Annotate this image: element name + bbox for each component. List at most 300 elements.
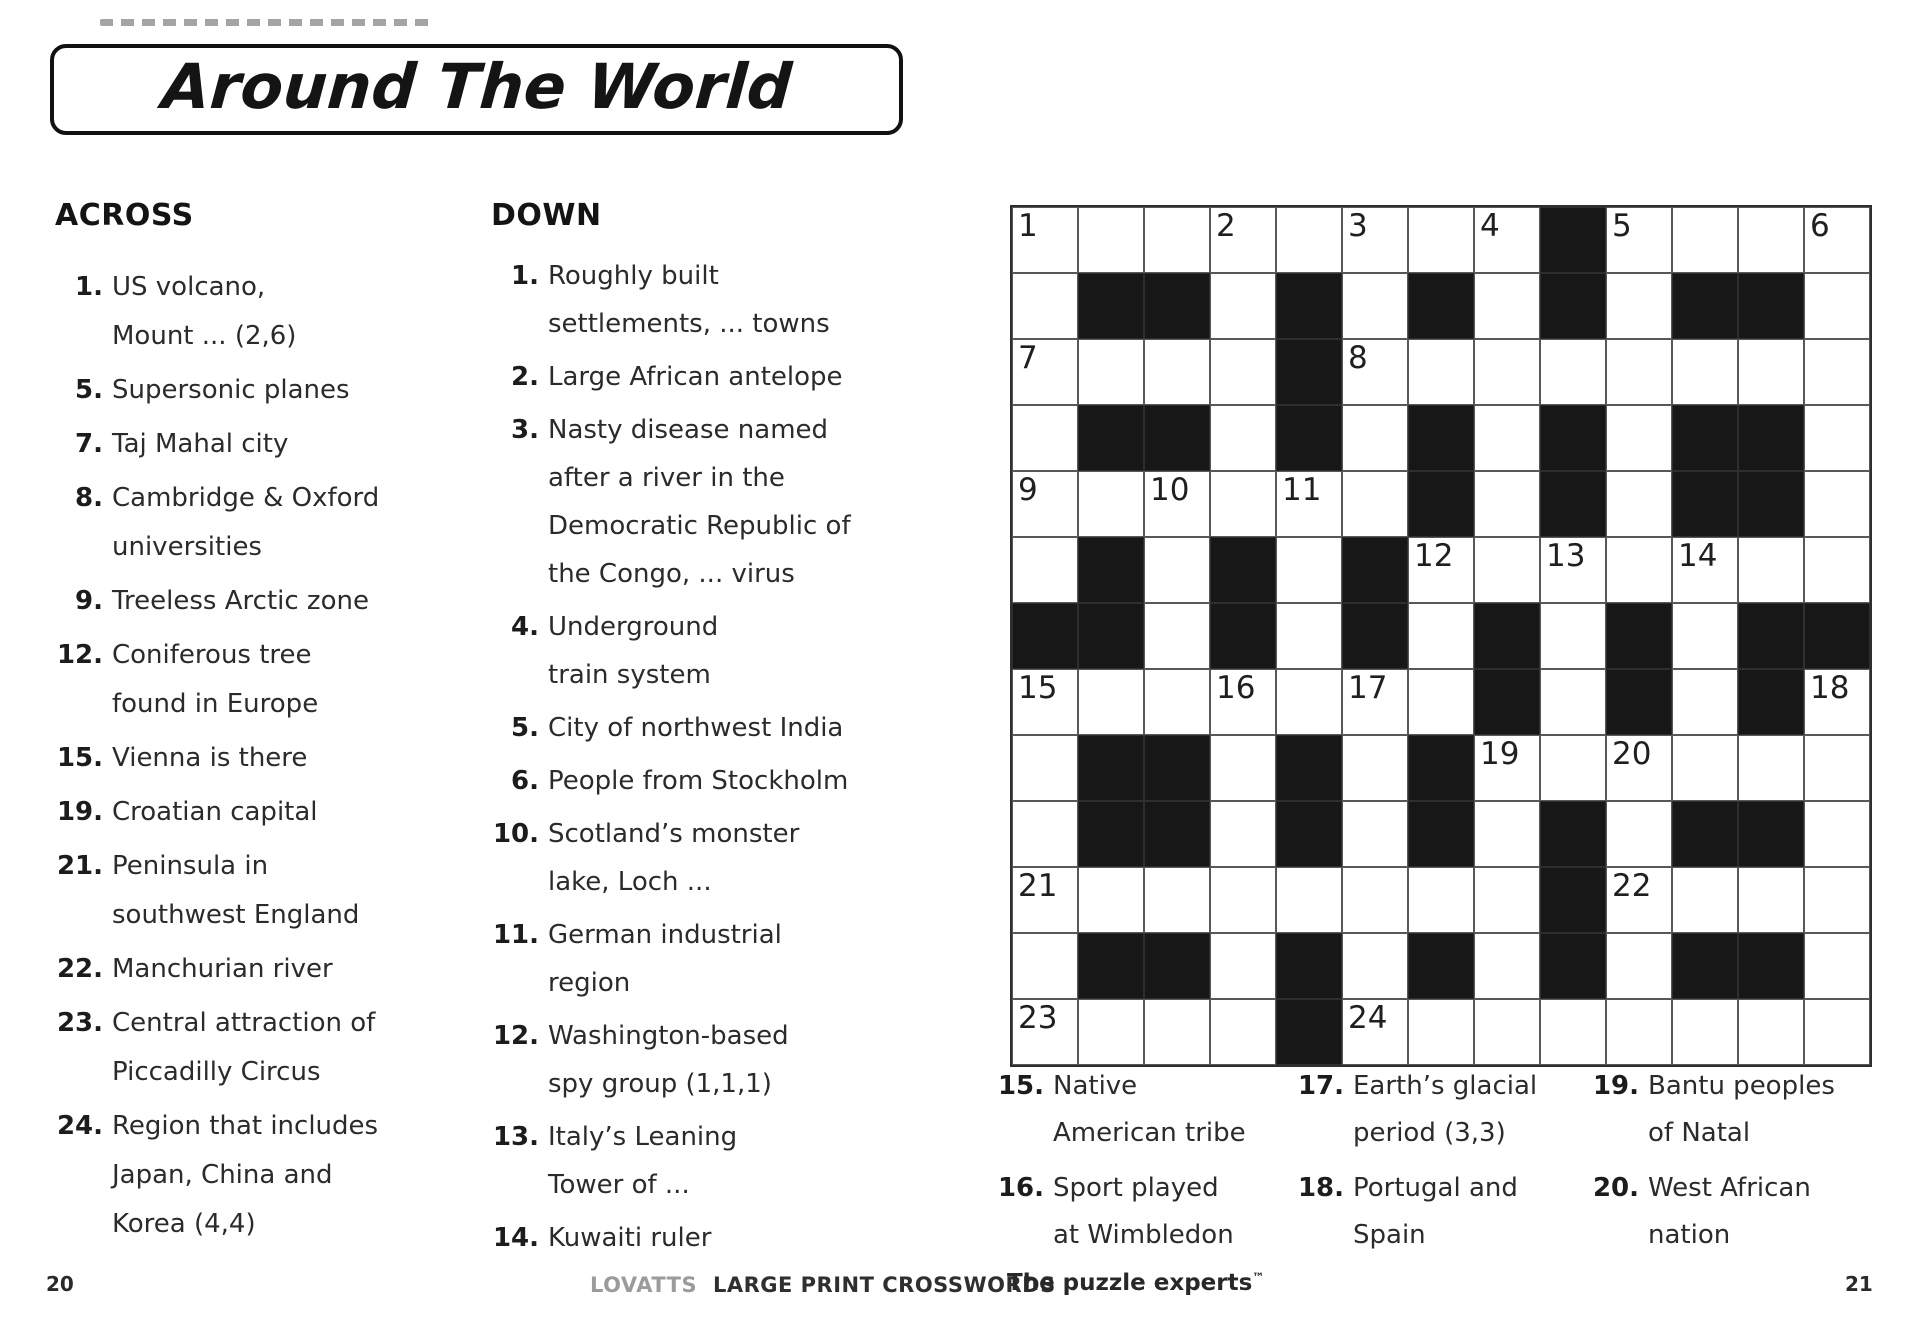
cell-number: 18 — [1810, 670, 1850, 706]
white-cell[interactable] — [1012, 867, 1078, 933]
down-clue-3 — [476, 406, 926, 598]
white-cell[interactable] — [1078, 339, 1144, 405]
cell-number: 14 — [1678, 538, 1718, 574]
clue-number: 15. — [997, 1071, 1044, 1101]
across-header: ACROSS — [55, 198, 194, 233]
clue-number: 10. — [492, 819, 539, 849]
across-clue-1 — [40, 263, 480, 361]
clue-text: West African nation — [1648, 1173, 1811, 1250]
clue-text: Central attraction of Piccadilly Circus — [112, 1008, 376, 1087]
white-cell[interactable] — [1144, 603, 1210, 669]
black-cell — [1738, 669, 1804, 735]
across-clue-12 — [40, 631, 480, 729]
black-cell — [1144, 405, 1210, 471]
white-cell[interactable] — [1672, 735, 1738, 801]
clue-text: Earth’s glacial period (3,3) — [1353, 1071, 1538, 1148]
white-cell[interactable] — [1672, 999, 1738, 1065]
white-cell[interactable] — [1276, 867, 1342, 933]
clue-text: Peninsula in southwest England — [112, 851, 360, 930]
white-cell[interactable] — [1012, 735, 1078, 801]
white-cell[interactable] — [1078, 669, 1144, 735]
white-cell[interactable] — [1012, 339, 1078, 405]
black-cell — [1672, 405, 1738, 471]
white-cell[interactable] — [1210, 801, 1276, 867]
bottom-clue-column-3 — [1580, 1063, 1920, 1267]
white-cell[interactable] — [1144, 471, 1210, 537]
crossword-grid — [1010, 205, 1872, 1067]
black-cell — [1540, 867, 1606, 933]
white-cell[interactable] — [1606, 867, 1672, 933]
clue-number: 19. — [56, 797, 103, 827]
white-cell[interactable] — [1804, 867, 1870, 933]
black-cell — [1276, 933, 1342, 999]
clue-number: 23. — [56, 1008, 103, 1038]
white-cell[interactable] — [1804, 999, 1870, 1065]
black-cell — [1804, 603, 1870, 669]
cell-number: 9 — [1018, 472, 1038, 508]
clue-text: Region that includes Japan, China and Korea (4,4) — [112, 1111, 379, 1239]
cell-number: 20 — [1612, 736, 1652, 772]
white-cell[interactable] — [1144, 339, 1210, 405]
clue-number: 4. — [511, 612, 539, 642]
bottom-clue-column-2 — [1285, 1063, 1580, 1267]
down-clue-2 — [476, 353, 926, 401]
cell-number: 3 — [1348, 208, 1368, 244]
black-cell — [1474, 603, 1540, 669]
cell-number: 21 — [1018, 868, 1058, 904]
clue-text: Native American tribe — [1053, 1071, 1246, 1148]
white-cell[interactable] — [1474, 867, 1540, 933]
white-cell[interactable] — [1672, 339, 1738, 405]
black-cell — [1078, 273, 1144, 339]
clue-text: Italy’s Leaning Tower of ... — [548, 1122, 738, 1200]
clue-text: Portugal and Spain — [1353, 1173, 1518, 1250]
clue-number: 1. — [511, 261, 539, 291]
clue-number: 6. — [511, 766, 539, 796]
white-cell[interactable] — [1540, 537, 1606, 603]
cell-number: 4 — [1480, 208, 1500, 244]
bottom-clue-20 — [1580, 1165, 1920, 1259]
clue-text: Vienna is there — [112, 743, 308, 773]
white-cell[interactable] — [1540, 603, 1606, 669]
black-cell — [1408, 471, 1474, 537]
black-cell — [1408, 273, 1474, 339]
white-cell[interactable] — [1474, 933, 1540, 999]
white-cell[interactable] — [1276, 537, 1342, 603]
white-cell[interactable] — [1738, 867, 1804, 933]
black-cell — [1276, 801, 1342, 867]
black-cell — [1144, 801, 1210, 867]
white-cell[interactable] — [1738, 207, 1804, 273]
clue-text: Underground train system — [548, 612, 719, 690]
white-cell[interactable] — [1474, 273, 1540, 339]
white-cell[interactable] — [1276, 207, 1342, 273]
white-cell[interactable] — [1276, 603, 1342, 669]
white-cell[interactable] — [1210, 339, 1276, 405]
white-cell[interactable] — [1672, 669, 1738, 735]
black-cell — [1408, 405, 1474, 471]
black-cell — [1144, 933, 1210, 999]
black-cell — [1738, 603, 1804, 669]
cell-number: 6 — [1810, 208, 1830, 244]
white-cell[interactable] — [1738, 999, 1804, 1065]
black-cell — [1408, 801, 1474, 867]
cell-number: 23 — [1018, 1000, 1058, 1036]
clue-number: 5. — [75, 375, 103, 405]
clue-number: 8. — [75, 483, 103, 513]
white-cell[interactable] — [1144, 867, 1210, 933]
cell-number: 2 — [1216, 208, 1236, 244]
white-cell[interactable] — [1078, 867, 1144, 933]
white-cell[interactable] — [1804, 273, 1870, 339]
clue-number: 12. — [492, 1021, 539, 1051]
clue-number: 9. — [75, 586, 103, 616]
cell-number: 13 — [1546, 538, 1586, 574]
across-clue-19 — [40, 788, 480, 837]
black-cell — [1540, 801, 1606, 867]
cell-number: 7 — [1018, 340, 1038, 376]
across-clue-21 — [40, 842, 480, 940]
clue-text: Bantu peoples of Natal — [1648, 1071, 1835, 1148]
clue-text: Kuwaiti ruler — [548, 1223, 712, 1253]
puzzle-title: Around The World — [159, 50, 794, 123]
clue-text: Roughly built settlements, ... towns — [548, 261, 830, 339]
cell-number: 16 — [1216, 670, 1256, 706]
clue-number: 2. — [511, 362, 539, 392]
white-cell[interactable] — [1804, 207, 1870, 273]
cell-number: 15 — [1018, 670, 1058, 706]
clue-number: 13. — [492, 1122, 539, 1152]
cell-number: 5 — [1612, 208, 1632, 244]
tagline-text: The puzzle experts — [1007, 1270, 1253, 1296]
white-cell[interactable] — [1342, 339, 1408, 405]
cell-number: 8 — [1348, 340, 1368, 376]
white-cell[interactable] — [1804, 471, 1870, 537]
bottom-clue-15 — [985, 1063, 1285, 1157]
white-cell[interactable] — [1540, 999, 1606, 1065]
clue-number: 12. — [56, 640, 103, 670]
across-clue-5 — [40, 366, 480, 415]
white-cell[interactable] — [1672, 603, 1738, 669]
white-cell[interactable] — [1738, 735, 1804, 801]
black-cell — [1738, 405, 1804, 471]
black-cell — [1408, 735, 1474, 801]
clue-number: 7. — [75, 429, 103, 459]
black-cell — [1408, 933, 1474, 999]
white-cell[interactable] — [1606, 801, 1672, 867]
white-cell[interactable] — [1276, 471, 1342, 537]
black-cell — [1672, 933, 1738, 999]
white-cell[interactable] — [1144, 207, 1210, 273]
clue-text: Scotland’s monster lake, Loch ... — [548, 819, 800, 897]
white-cell[interactable] — [1672, 867, 1738, 933]
cell-number: 17 — [1348, 670, 1388, 706]
black-cell — [1540, 933, 1606, 999]
white-cell[interactable] — [1474, 735, 1540, 801]
cell-number: 19 — [1480, 736, 1520, 772]
white-cell[interactable] — [1474, 207, 1540, 273]
white-cell[interactable] — [1342, 801, 1408, 867]
white-cell[interactable] — [1342, 471, 1408, 537]
black-cell — [1144, 735, 1210, 801]
black-cell — [1210, 603, 1276, 669]
down-clue-13 — [476, 1113, 926, 1209]
white-cell[interactable] — [1078, 471, 1144, 537]
brand-name: LOVATTS — [590, 1273, 698, 1297]
white-cell[interactable] — [1342, 735, 1408, 801]
cell-number: 12 — [1414, 538, 1454, 574]
white-cell[interactable] — [1408, 867, 1474, 933]
black-cell — [1474, 669, 1540, 735]
white-cell[interactable] — [1012, 537, 1078, 603]
clue-text: Treeless Arctic zone — [112, 586, 369, 616]
white-cell[interactable] — [1210, 207, 1276, 273]
bottom-clue-16 — [985, 1165, 1285, 1259]
clue-number: 16. — [997, 1173, 1044, 1203]
white-cell[interactable] — [1342, 405, 1408, 471]
black-cell — [1738, 471, 1804, 537]
trademark-symbol: ™ — [1252, 1270, 1265, 1285]
clue-text: German industrial region — [548, 920, 782, 998]
clue-number: 19. — [1592, 1071, 1639, 1101]
black-cell — [1078, 603, 1144, 669]
white-cell[interactable] — [1606, 735, 1672, 801]
white-cell[interactable] — [1408, 999, 1474, 1065]
white-cell[interactable] — [1606, 933, 1672, 999]
white-cell[interactable] — [1606, 537, 1672, 603]
white-cell[interactable] — [1012, 801, 1078, 867]
clue-text: City of northwest India — [548, 713, 844, 743]
white-cell[interactable] — [1606, 339, 1672, 405]
white-cell[interactable] — [1474, 537, 1540, 603]
clue-text: Nasty disease named after a river in the Democratic Republic of the Congo, ... virus — [548, 415, 851, 589]
down-clue-5 — [476, 704, 926, 752]
white-cell[interactable] — [1078, 207, 1144, 273]
clue-text: Croatian capital — [112, 797, 318, 827]
white-cell[interactable] — [1342, 669, 1408, 735]
black-cell — [1276, 339, 1342, 405]
black-cell — [1738, 801, 1804, 867]
black-cell — [1078, 801, 1144, 867]
white-cell[interactable] — [1210, 471, 1276, 537]
page-number-left: 20 — [46, 1272, 74, 1296]
white-cell[interactable] — [1144, 999, 1210, 1065]
white-cell[interactable] — [1738, 537, 1804, 603]
bottom-clue-section — [985, 1063, 1920, 1267]
white-cell[interactable] — [1342, 207, 1408, 273]
down-clue-1 — [476, 252, 926, 348]
down-clues-column — [476, 198, 926, 1267]
white-cell[interactable] — [1606, 273, 1672, 339]
black-cell — [1540, 207, 1606, 273]
white-cell[interactable] — [1342, 867, 1408, 933]
clue-number: 24. — [56, 1111, 103, 1141]
white-cell[interactable] — [1606, 405, 1672, 471]
white-cell[interactable] — [1804, 669, 1870, 735]
clue-number: 11. — [492, 920, 539, 950]
down-clue-11 — [476, 911, 926, 1007]
cell-number: 10 — [1150, 472, 1190, 508]
white-cell[interactable] — [1342, 933, 1408, 999]
clue-text: Coniferous tree found in Europe — [112, 640, 319, 719]
down-clue-12 — [476, 1012, 926, 1108]
white-cell[interactable] — [1210, 405, 1276, 471]
down-clue-list — [476, 252, 926, 1262]
clue-text: US volcano, Mount ... (2,6) — [112, 272, 297, 351]
white-cell[interactable] — [1342, 273, 1408, 339]
black-cell — [1210, 537, 1276, 603]
black-cell — [1078, 933, 1144, 999]
white-cell[interactable] — [1804, 735, 1870, 801]
clue-text: Cambridge & Oxford universities — [112, 483, 380, 562]
black-cell — [1276, 405, 1342, 471]
black-cell — [1606, 669, 1672, 735]
bottom-clue-column-1 — [985, 1063, 1285, 1267]
black-cell — [1276, 273, 1342, 339]
brand-series: LARGE PRINT CROSSWORDS — [712, 1273, 1056, 1297]
white-cell[interactable] — [1408, 207, 1474, 273]
white-cell[interactable] — [1540, 339, 1606, 405]
clue-text: Manchurian river — [112, 954, 333, 984]
white-cell[interactable] — [1540, 735, 1606, 801]
footer-tagline — [1007, 1270, 1264, 1296]
white-cell[interactable] — [1012, 405, 1078, 471]
white-cell[interactable] — [1804, 933, 1870, 999]
black-cell — [1738, 933, 1804, 999]
black-cell — [1012, 603, 1078, 669]
white-cell[interactable] — [1474, 471, 1540, 537]
white-cell[interactable] — [1210, 933, 1276, 999]
clue-text: Washington-based spy group (1,1,1) — [548, 1021, 789, 1099]
clue-number: 18. — [1297, 1173, 1344, 1203]
across-clue-9 — [40, 577, 480, 626]
black-cell — [1144, 273, 1210, 339]
clue-text: Supersonic planes — [112, 375, 350, 405]
cell-number: 22 — [1612, 868, 1652, 904]
white-cell[interactable] — [1012, 933, 1078, 999]
white-cell[interactable] — [1408, 339, 1474, 405]
white-cell[interactable] — [1606, 471, 1672, 537]
white-cell[interactable] — [1012, 669, 1078, 735]
white-cell[interactable] — [1540, 669, 1606, 735]
white-cell[interactable] — [1342, 999, 1408, 1065]
white-cell[interactable] — [1276, 669, 1342, 735]
across-clue-8 — [40, 474, 480, 572]
black-cell — [1078, 405, 1144, 471]
across-clue-list — [40, 263, 480, 1249]
bottom-clue-17 — [1285, 1063, 1580, 1157]
black-cell — [1672, 801, 1738, 867]
across-clue-22 — [40, 945, 480, 994]
across-clues-column — [40, 198, 480, 1254]
white-cell[interactable] — [1606, 207, 1672, 273]
across-clue-23 — [40, 999, 480, 1097]
clue-number: 21. — [56, 851, 103, 881]
clue-number: 1. — [75, 272, 103, 302]
white-cell[interactable] — [1408, 603, 1474, 669]
black-cell — [1078, 537, 1144, 603]
black-cell — [1540, 273, 1606, 339]
clue-text: Large African antelope — [548, 362, 843, 392]
down-clue-4 — [476, 603, 926, 699]
white-cell[interactable] — [1144, 669, 1210, 735]
clue-number: 5. — [511, 713, 539, 743]
title-box — [50, 44, 903, 135]
scan-artifact — [100, 19, 435, 26]
clue-number: 20. — [1592, 1173, 1639, 1203]
white-cell[interactable] — [1210, 669, 1276, 735]
clue-number: 15. — [56, 743, 103, 773]
across-clue-15 — [40, 734, 480, 783]
black-cell — [1540, 405, 1606, 471]
clue-text: Taj Mahal city — [112, 429, 289, 459]
clue-text: Sport played at Wimbledon — [1053, 1173, 1234, 1250]
clue-number: 3. — [511, 415, 539, 445]
clue-number: 14. — [492, 1223, 539, 1253]
page-number-right: 21 — [1845, 1272, 1873, 1296]
white-cell[interactable] — [1474, 339, 1540, 405]
white-cell[interactable] — [1210, 999, 1276, 1065]
white-cell[interactable] — [1012, 471, 1078, 537]
black-cell — [1738, 273, 1804, 339]
white-cell[interactable] — [1078, 999, 1144, 1065]
black-cell — [1276, 999, 1342, 1065]
white-cell[interactable] — [1408, 669, 1474, 735]
bottom-clue-18 — [1285, 1165, 1580, 1259]
white-cell[interactable] — [1012, 999, 1078, 1065]
bottom-clue-19 — [1580, 1063, 1920, 1157]
white-cell[interactable] — [1210, 867, 1276, 933]
white-cell[interactable] — [1804, 537, 1870, 603]
black-cell — [1342, 537, 1408, 603]
white-cell[interactable] — [1210, 273, 1276, 339]
white-cell[interactable] — [1738, 339, 1804, 405]
black-cell — [1672, 471, 1738, 537]
white-cell[interactable] — [1012, 273, 1078, 339]
white-cell[interactable] — [1474, 405, 1540, 471]
down-header: DOWN — [491, 198, 602, 233]
cell-number: 1 — [1018, 208, 1038, 244]
black-cell — [1342, 603, 1408, 669]
black-cell — [1078, 735, 1144, 801]
white-cell[interactable] — [1012, 207, 1078, 273]
black-cell — [1672, 273, 1738, 339]
white-cell[interactable] — [1474, 801, 1540, 867]
white-cell[interactable] — [1672, 537, 1738, 603]
white-cell[interactable] — [1474, 999, 1540, 1065]
white-cell[interactable] — [1210, 735, 1276, 801]
down-clue-6 — [476, 757, 926, 805]
black-cell — [1606, 603, 1672, 669]
clue-number: 22. — [56, 954, 103, 984]
down-clue-14 — [476, 1214, 926, 1262]
footer-brand — [590, 1273, 1056, 1297]
black-cell — [1540, 471, 1606, 537]
cell-number: 11 — [1282, 472, 1322, 508]
white-cell[interactable] — [1804, 405, 1870, 471]
white-cell[interactable] — [1672, 207, 1738, 273]
white-cell[interactable] — [1606, 999, 1672, 1065]
across-clue-7 — [40, 420, 480, 469]
white-cell[interactable] — [1408, 537, 1474, 603]
clue-number: 17. — [1297, 1071, 1344, 1101]
white-cell[interactable] — [1144, 537, 1210, 603]
white-cell[interactable] — [1804, 339, 1870, 405]
across-clue-24 — [40, 1102, 480, 1249]
clue-text: People from Stockholm — [548, 766, 849, 796]
white-cell[interactable] — [1804, 801, 1870, 867]
cell-number: 24 — [1348, 1000, 1388, 1036]
